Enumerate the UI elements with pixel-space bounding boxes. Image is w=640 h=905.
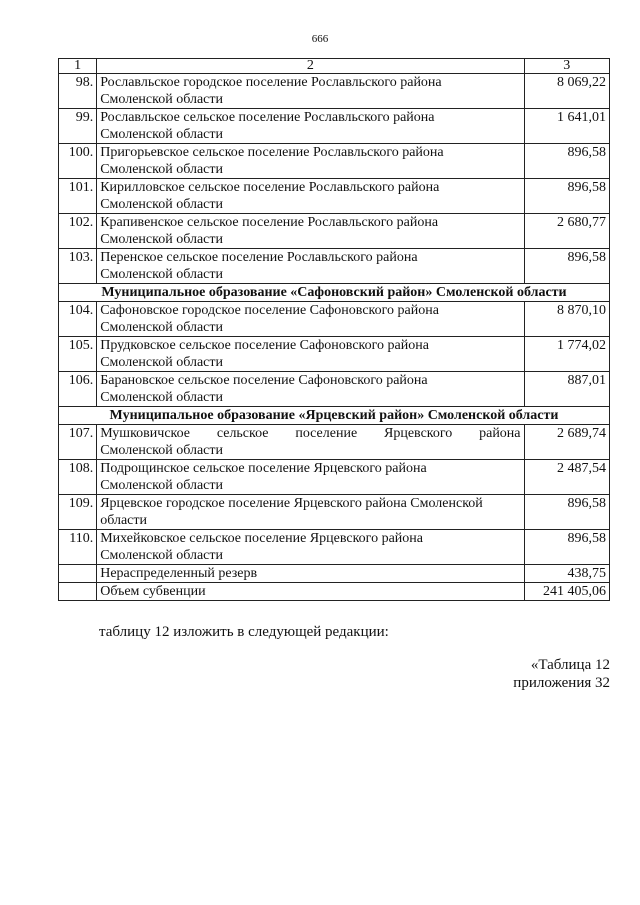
row-name-line-1: Прудковское сельское поселение Сафоновского района: [100, 338, 429, 353]
quote-line-1: «Таблица 12: [530, 657, 610, 673]
row-number: 108.: [59, 460, 97, 495]
header-col-2: 2: [97, 59, 524, 74]
row-name-line-2: Смоленской области: [100, 127, 224, 142]
row-name-line-1: Барановское сельское поселение Сафоновского района: [100, 373, 428, 388]
row-value: 241 405,06: [524, 583, 609, 601]
row-value: 887,01: [524, 372, 609, 407]
row-name-line-2: Смоленской области: [100, 162, 224, 177]
row-name-line-2: Смоленской области: [100, 548, 224, 563]
row-value: 1 774,02: [524, 337, 609, 372]
row-name-line-1: Крапивенское сельское поселение Рославльского района: [100, 215, 439, 230]
row-number: 101.: [59, 179, 97, 214]
row-name-line-2: Смоленской области: [100, 355, 224, 370]
row-name: [97, 144, 524, 179]
row-name: [97, 337, 524, 372]
row-name-line-2: Смоленской области: [100, 478, 224, 493]
instruction-text: таблицу 12 изложить в следующей редакции:: [99, 624, 389, 640]
row-value: 438,75: [524, 565, 609, 583]
row-name-line-2: области: [100, 513, 148, 528]
row-name: Нераспределенный резерв: [97, 565, 524, 583]
table-row: [59, 144, 610, 179]
row-name-line-1: Рославльское городское поселение Рославльского района: [100, 75, 442, 90]
row-number: 103.: [59, 249, 97, 284]
row-name-line-2: Смоленской области: [100, 267, 224, 282]
row-name-line-2: Смоленской области: [100, 232, 224, 247]
total-row: [59, 583, 610, 601]
table-row: [59, 460, 610, 495]
row-name-line-1: Мушковичское сельское поселение Ярцевского района: [100, 426, 521, 441]
table-row: [59, 214, 610, 249]
subvention-table: [58, 58, 610, 601]
total-row: [59, 565, 610, 583]
row-name: [97, 372, 524, 407]
row-number: [59, 565, 97, 583]
row-number: 106.: [59, 372, 97, 407]
row-value: 2 689,74: [524, 425, 609, 460]
row-name-line-1: Перенское сельское поселение Рославльского района: [100, 250, 418, 265]
quote-line-2: приложения 32: [513, 675, 610, 691]
table-row: [59, 495, 610, 530]
table-caption-quote: [513, 656, 610, 692]
section-title: Муниципальное образование «Ярцевский район» Смоленской области: [59, 407, 610, 425]
row-value: 8 870,10: [524, 302, 609, 337]
row-name: [97, 74, 524, 109]
table-row: [59, 109, 610, 144]
row-value: 2 680,77: [524, 214, 609, 249]
row-value: 896,58: [524, 144, 609, 179]
row-number: [59, 583, 97, 601]
row-name-line-2: Смоленской области: [100, 390, 224, 405]
row-value: 896,58: [524, 179, 609, 214]
row-name-line-1: Михейковское сельское поселение Ярцевского района: [100, 531, 423, 546]
row-name: [97, 495, 524, 530]
row-name: [97, 179, 524, 214]
row-number: 109.: [59, 495, 97, 530]
row-number: 110.: [59, 530, 97, 565]
row-name: [97, 109, 524, 144]
row-name: [97, 302, 524, 337]
section-title: Муниципальное образование «Сафоновский район» Смоленской области: [59, 284, 610, 302]
row-number: 104.: [59, 302, 97, 337]
row-name: [97, 214, 524, 249]
table-row: [59, 302, 610, 337]
row-number: 105.: [59, 337, 97, 372]
row-name-line-2: Смоленской области: [100, 92, 224, 107]
row-name-line-1: Подрощинское сельское поселение Ярцевского района: [100, 461, 427, 476]
row-value: 1 641,01: [524, 109, 609, 144]
header-col-3: 3: [524, 59, 609, 74]
row-number: 100.: [59, 144, 97, 179]
row-number: 98.: [59, 74, 97, 109]
table-row: [59, 425, 610, 460]
table-row: [59, 249, 610, 284]
row-name-line-2: Смоленской области: [100, 443, 224, 458]
row-name: Объем субвенции: [97, 583, 524, 601]
row-name: [97, 249, 524, 284]
row-number: 99.: [59, 109, 97, 144]
row-name: [97, 530, 524, 565]
row-name-line-1: Кирилловское сельское поселение Рославльского района: [100, 180, 440, 195]
row-name-line-2: Смоленской области: [100, 320, 224, 335]
row-number: 107.: [59, 425, 97, 460]
row-name: [97, 460, 524, 495]
table-header-row: [59, 59, 610, 74]
table-row: [59, 337, 610, 372]
page-number: 666: [311, 33, 329, 45]
row-number: 102.: [59, 214, 97, 249]
row-name-line-2: Смоленской области: [100, 197, 224, 212]
row-name-line-1: Пригорьевское сельское поселение Рославльского района: [100, 145, 444, 160]
table-row: [59, 372, 610, 407]
section-header-row: [59, 284, 610, 302]
row-value: 2 487,54: [524, 460, 609, 495]
row-name-line-1: Рославльское сельское поселение Рославльского района: [100, 110, 435, 125]
header-col-1: 1: [59, 59, 97, 74]
row-value: 896,58: [524, 249, 609, 284]
table-row: [59, 530, 610, 565]
row-value: 8 069,22: [524, 74, 609, 109]
table-row: [59, 179, 610, 214]
table-row: [59, 74, 610, 109]
row-name-line-1: Ярцевское городское поселение Ярцевского района Смоленской: [100, 496, 483, 511]
table-body: [59, 59, 610, 601]
row-value: 896,58: [524, 530, 609, 565]
row-name: [97, 425, 524, 460]
section-header-row: [59, 407, 610, 425]
row-name-line-1: Сафоновское городское поселение Сафоновского района: [100, 303, 439, 318]
row-value: 896,58: [524, 495, 609, 530]
